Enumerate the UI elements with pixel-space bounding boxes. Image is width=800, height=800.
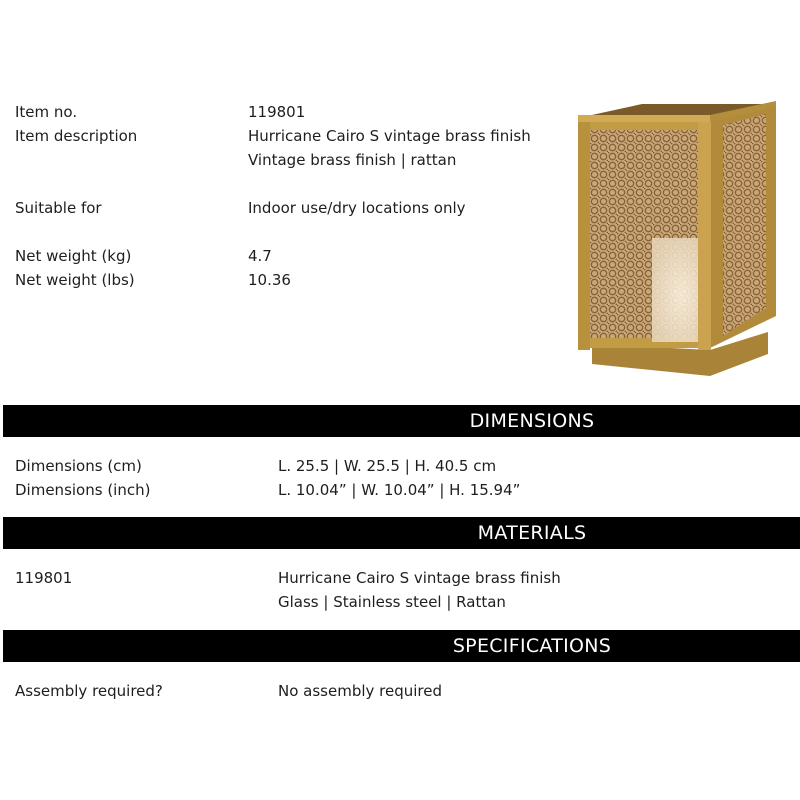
dimensions-cm-value: L. 25.5 | W. 25.5 | H. 40.5 cm (278, 457, 497, 475)
assembly-required-label: Assembly required? (15, 682, 163, 700)
item-description-line2: Vintage brass finish | rattan (248, 151, 457, 169)
suitable-for-value: Indoor use/dry locations only (248, 199, 466, 217)
materials-header (3, 517, 800, 549)
suitable-for-label: Suitable for (15, 199, 102, 217)
net-weight-lbs-value: 10.36 (248, 271, 291, 289)
specifications-title: SPECIFICATIONS (452, 635, 612, 657)
specifications-header (3, 630, 800, 662)
materials-line1: Hurricane Cairo S vintage brass finish (278, 569, 561, 587)
materials-title: MATERIALS (477, 522, 587, 544)
assembly-required-value: No assembly required (278, 682, 443, 700)
dimensions-title: DIMENSIONS (469, 410, 595, 432)
item-description-label: Item description (15, 127, 138, 145)
materials-code: 119801 (15, 569, 73, 587)
item-no-label: Item no. (15, 103, 78, 121)
product-image (572, 98, 784, 384)
net-weight-kg-label: Net weight (kg) (15, 247, 132, 265)
item-no-value: 119801 (248, 103, 306, 121)
materials-line2: Glass | Stainless steel | Rattan (278, 593, 506, 611)
dimensions-cm-label: Dimensions (cm) (15, 457, 142, 475)
dimensions-inch-value: L. 10.04” | W. 10.04” | H. 15.94” (278, 481, 521, 499)
dimensions-inch-label: Dimensions (inch) (15, 481, 151, 499)
net-weight-lbs-label: Net weight (lbs) (15, 271, 135, 289)
net-weight-kg-value: 4.7 (248, 247, 272, 265)
dimensions-header (3, 405, 800, 437)
item-description-line1: Hurricane Cairo S vintage brass finish (248, 127, 531, 145)
